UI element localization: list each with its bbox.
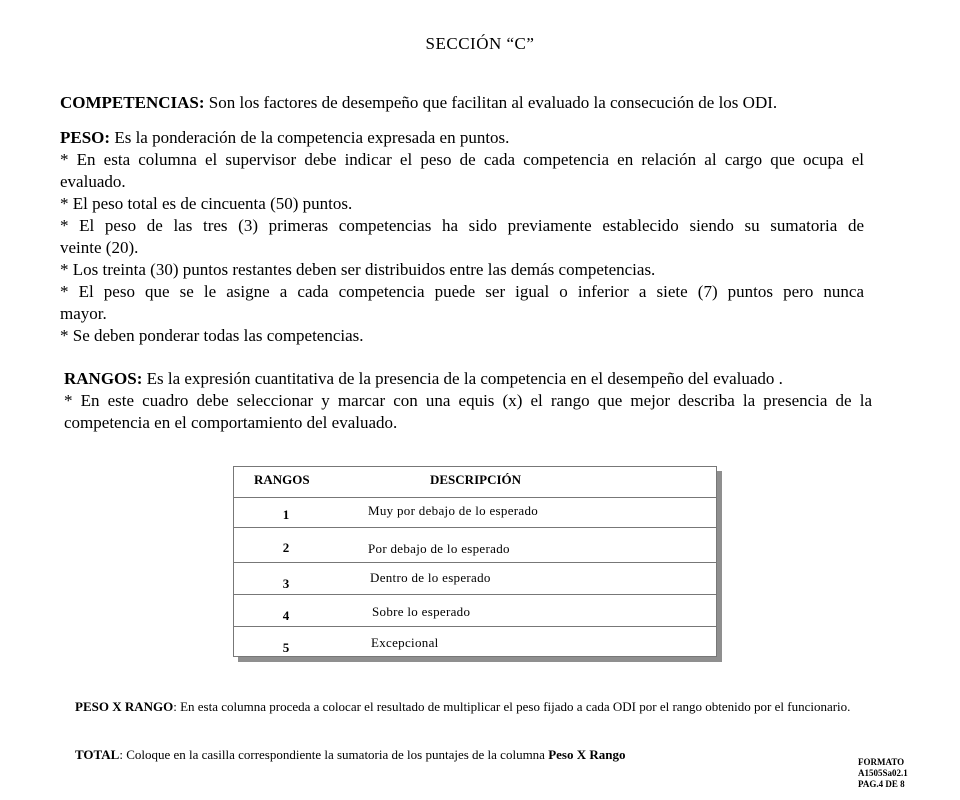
peso-line-4b: veinte (20).: [60, 238, 139, 257]
table-row-rango: 3: [282, 576, 290, 591]
peso-line-4a: * El peso de las tres (3) primeras competencias ha sido previamente establecido siendo su sumatoria de: [60, 216, 864, 235]
table-row-rango: 5: [282, 640, 290, 655]
table-divider: [234, 527, 716, 528]
table-row-descripcion: Muy por debajo de lo esperado: [368, 503, 539, 518]
format-code-label: FORMATO: [858, 757, 905, 767]
peso-line-6b: mayor.: [60, 304, 107, 323]
format-code: A1505Sa02.1: [858, 768, 908, 778]
table-row-rango: 1: [282, 507, 290, 522]
table-divider: [234, 626, 716, 627]
total-label: TOTAL: [75, 747, 120, 762]
rangos-table: [233, 466, 717, 657]
total-text: : Coloque en la casilla correspondiente la sumatoria de los puntajes de la columna: [119, 747, 549, 762]
peso-line-6a: * El peso que se le asigne a cada competencia puede ser igual o inferior a siete (7) puntos pero nunca: [60, 282, 864, 301]
section-title: SECCIÓN “C”: [425, 34, 535, 53]
competencias-paragraph: [60, 92, 880, 114]
peso-line-5: * Los treinta (30) puntos restantes deben ser distribuidos entre las demás competencias.: [60, 260, 656, 279]
total-paragraph: [75, 744, 865, 765]
rangos-label: RANGOS:: [64, 369, 143, 388]
total-bold-tail: Peso X Rango: [548, 747, 626, 762]
table-divider: [234, 562, 716, 563]
peso-x-rango-text: : En esta columna proceda a colocar el resultado de multiplicar el peso fijado a cada ODI por el rango obtenido por el funcionario.: [173, 699, 851, 714]
peso-line-1: Es la ponderación de la competencia expresada en puntos.: [110, 128, 510, 147]
table-divider: [234, 497, 716, 498]
table-row-descripcion: Sobre lo esperado: [372, 604, 471, 619]
rangos-paragraph: [64, 368, 872, 434]
table-row-descripcion: Por debajo de lo esperado: [368, 541, 510, 556]
table-row-rango: 4: [282, 608, 290, 623]
table-row-descripcion: Excepcional: [371, 635, 439, 650]
page-number: PAG.4 DE 8: [858, 779, 905, 789]
table-row-descripcion: Dentro de lo esperado: [370, 570, 491, 585]
peso-x-rango-paragraph: [75, 696, 865, 717]
peso-x-rango-label: PESO X RANGO: [75, 699, 174, 714]
format-footer: [858, 757, 908, 790]
peso-line-3: * El peso total es de cincuenta (50) puntos.: [60, 194, 353, 213]
rangos-line-1: Es la expresión cuantitativa de la presencia de la competencia en el desempeño del evaluado .: [142, 369, 783, 388]
competencias-text: Son los factores de desempeño que facilitan al evaluado la consecución de los ODI.: [204, 93, 778, 112]
peso-line-2b: evaluado.: [60, 172, 126, 191]
table-divider: [234, 594, 716, 595]
table-header-rangos: RANGOS: [254, 472, 310, 487]
peso-line-7: * Se deben ponderar todas las competencias.: [60, 326, 364, 345]
peso-line-2a: * En esta columna el supervisor debe indicar el peso de cada competencia en relación al cargo que ocupa el: [60, 150, 864, 169]
rangos-line-2a: * En este cuadro debe seleccionar y marcar con una equis (x) el rango que mejor describa la presencia de la: [64, 391, 872, 410]
peso-label: PESO:: [60, 128, 111, 147]
competencias-label: COMPETENCIAS:: [60, 93, 205, 112]
peso-paragraph: [60, 127, 864, 347]
rangos-line-2b: competencia en el comportamiento del evaluado.: [64, 413, 398, 432]
table-header-descripcion: DESCRIPCIÓN: [430, 472, 522, 487]
table-row-rango: 2: [282, 540, 290, 555]
